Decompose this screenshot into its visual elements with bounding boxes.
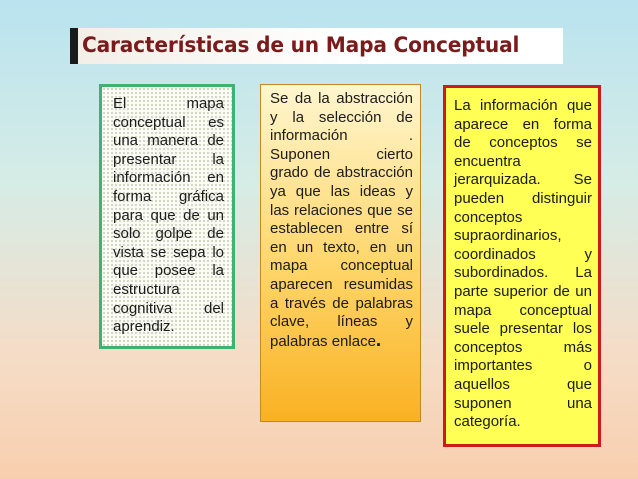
definition-box xyxy=(99,84,235,349)
definition-text: El mapa conceptual es una manera de presentar la información en forma gráfica para que de un solo golpe de vista se sepa lo que posee la estructura cognitiva del aprendiz. xyxy=(113,95,224,336)
hierarchy-text: La información que aparece en forma de conceptos se encuentra jerarquizada. Se pueden distinguir conceptos supraordinarios, coordinados y subordinados. La parte superior de un mapa conceptual suele presentar los conceptos más importantes o aquellos que suponen una categoría. xyxy=(454,97,592,431)
abstraction-text: Se da la abstracción y la selección de información . Suponen cierto grado de abstracción ya que las ideas y las relaciones que se establecen entre sí en un texto, en un mapa conceptual aparecen resumidas a través de palabras clave, líneas y palabras enlace xyxy=(270,90,413,350)
slide-title: Características de un Mapa Conceptual xyxy=(82,33,520,57)
slide-title-bar xyxy=(70,28,563,64)
abstraction-final-period: . xyxy=(375,329,382,351)
hierarchy-box xyxy=(443,85,601,447)
abstraction-box xyxy=(260,84,421,422)
